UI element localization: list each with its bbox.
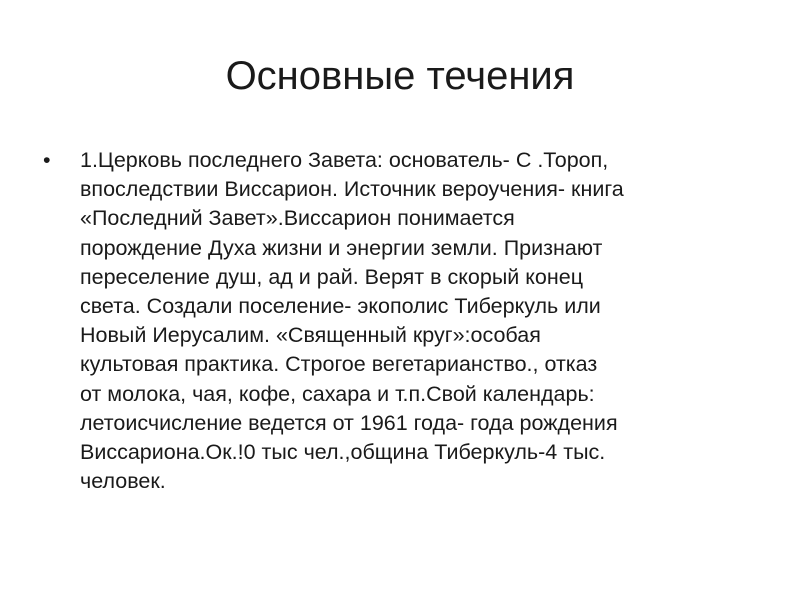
bullet-text-line: культовая практика. Строгое вегетарианство., отказ: [80, 352, 598, 377]
bullet-text-line: «Последний Завет».Виссарион понимается: [80, 206, 515, 231]
bullet-text-line: впоследствии Виссарион. Источник вероучения- книга: [80, 177, 624, 202]
bullet-list: [40, 146, 780, 496]
bullet-text-line: от молока, чая, кофе, сахара и т.п.Свой календарь:: [80, 381, 595, 406]
bullet-text-line: переселение душ, ад и рай. Верят в скорый конец: [80, 264, 584, 289]
bullet-text-line: человек.: [80, 469, 166, 494]
bullet-item: [40, 146, 780, 496]
bullet-text-line: 1.Церковь последнего Завета: основатель- С .Тороп,: [80, 148, 609, 172]
bullet-text-line: Новый Иерусалим. «Священный круг»:особая: [80, 323, 541, 348]
slide-title: Основные течения: [225, 54, 575, 98]
bullet-text-line: летоисчисление ведется от 1961 года- года рождения: [80, 410, 618, 435]
bullet-text-line: порождение Духа жизни и энергии земли. Признают: [80, 235, 603, 260]
bullet-text-line: света. Создали поселение- экополис Тиберкуль или: [80, 294, 601, 319]
bullet-dot-icon: •: [43, 148, 51, 172]
bullet-text-line: Виссариона.Ок.!0 тыс чел.,община Тиберкуль-4 тыс.: [80, 440, 606, 465]
